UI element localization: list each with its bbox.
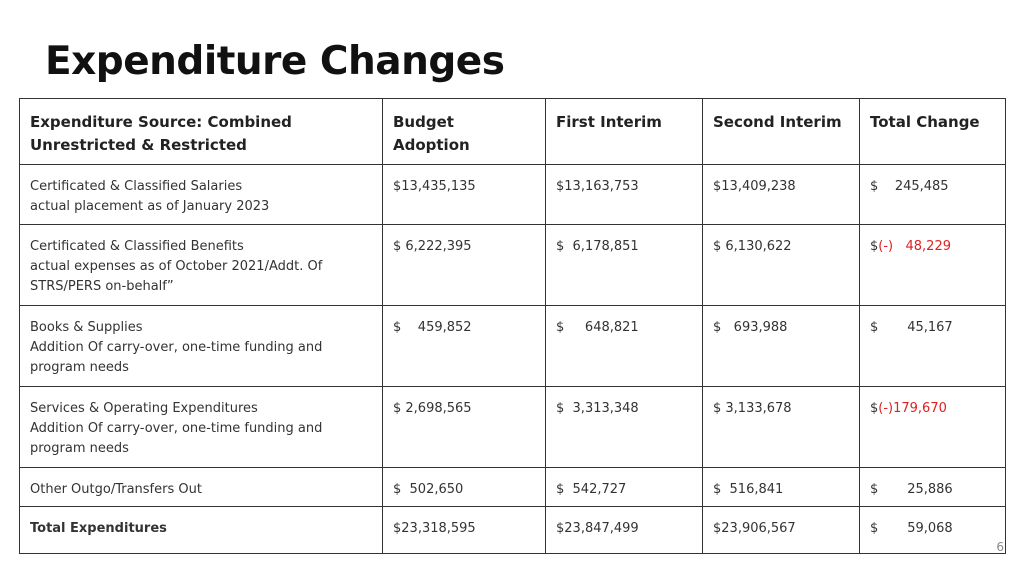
second-interim-value: $ 516,841 <box>713 482 784 497</box>
row-source-cell <box>20 468 383 507</box>
budget-adoption-value: $ 502,650 <box>393 482 464 497</box>
second-interim-value: $23,906,567 <box>713 521 796 536</box>
total-change-prefix: $ <box>870 179 895 194</box>
first-interim-value: $ 6,178,851 <box>556 239 639 254</box>
table-row <box>20 306 1006 387</box>
second-interim-cell <box>703 468 860 507</box>
row-source-cell <box>20 387 383 468</box>
first-interim-cell <box>546 468 703 507</box>
row-description: actual placement as of January 2023 <box>30 199 270 214</box>
first-interim-cell <box>546 306 703 387</box>
first-interim-value: $23,847,499 <box>556 521 639 536</box>
budget-adoption-value: $13,435,135 <box>393 179 476 194</box>
total-change-value: 45,167 <box>907 320 953 335</box>
second-interim-value: $ 6,130,622 <box>713 239 792 254</box>
row-source-cell <box>20 507 383 554</box>
total-change-prefix: $ <box>870 239 879 254</box>
row-label: Services & Operating Expenditures <box>30 401 258 416</box>
row-description: Addition Of carry-over, one-time funding and program needs <box>30 340 323 375</box>
row-source-cell <box>20 225 383 306</box>
header-budget-adoption: Budget Adoption <box>383 99 546 165</box>
budget-adoption-cell <box>383 225 546 306</box>
table-row <box>20 165 1006 225</box>
total-change-prefix: $ <box>870 320 908 335</box>
total-change-cell <box>860 306 1006 387</box>
page-title: Expenditure Changes <box>45 39 505 84</box>
row-label: Certificated & Classified Benefits <box>30 239 244 254</box>
second-interim-cell <box>703 165 860 225</box>
row-label: Books & Supplies <box>30 320 143 335</box>
second-interim-value: $13,409,238 <box>713 179 796 194</box>
budget-adoption-value: $ 6,222,395 <box>393 239 472 254</box>
total-change-cell <box>860 225 1006 306</box>
table-total-row <box>20 507 1006 554</box>
row-label: Other Outgo/Transfers Out <box>30 482 202 497</box>
budget-adoption-value: $23,318,595 <box>393 521 476 536</box>
second-interim-cell <box>703 225 860 306</box>
row-source-cell <box>20 306 383 387</box>
row-description: actual expenses as of October 2021/Addt. Of STRS/PERS on-behalf” <box>30 259 323 294</box>
total-change-value: 245,485 <box>894 179 949 194</box>
expenditure-table <box>19 98 1006 554</box>
first-interim-value: $13,163,753 <box>556 179 639 194</box>
total-change-prefix: $ <box>870 482 908 497</box>
total-expenditures-label: Total Expenditures <box>30 521 167 536</box>
budget-adoption-cell <box>383 306 546 387</box>
second-interim-value: $ 3,133,678 <box>713 401 792 416</box>
second-interim-cell <box>703 507 860 554</box>
row-source-cell <box>20 165 383 225</box>
table-header-row <box>20 99 1006 165</box>
total-change-prefix: $ <box>870 401 879 416</box>
row-label: Certificated & Classified Salaries <box>30 179 243 194</box>
budget-adoption-value: $ 2,698,565 <box>393 401 472 416</box>
first-interim-cell <box>546 387 703 468</box>
second-interim-cell <box>703 387 860 468</box>
table-row <box>20 468 1006 507</box>
total-change-cell <box>860 507 1006 554</box>
second-interim-cell <box>703 306 860 387</box>
budget-adoption-cell <box>383 468 546 507</box>
first-interim-cell <box>546 225 703 306</box>
total-change-value: 59,068 <box>907 521 953 536</box>
total-change-negative-value: (-) 48,229 <box>878 239 951 254</box>
first-interim-value: $ 3,313,348 <box>556 401 639 416</box>
page-number: 6 <box>996 540 1004 554</box>
total-change-negative-value: (-)179,670 <box>878 401 947 416</box>
header-first-interim: First Interim <box>546 99 703 165</box>
first-interim-value: $ 542,727 <box>556 482 627 497</box>
budget-adoption-cell <box>383 165 546 225</box>
first-interim-cell <box>546 507 703 554</box>
first-interim-cell <box>546 165 703 225</box>
header-second-interim: Second Interim <box>703 99 860 165</box>
total-change-cell <box>860 165 1006 225</box>
total-change-prefix: $ <box>870 521 908 536</box>
table-row <box>20 387 1006 468</box>
budget-adoption-cell <box>383 387 546 468</box>
row-description: Addition Of carry-over, one-time funding and program needs <box>30 421 323 456</box>
header-expenditure-source: Expenditure Source: Combined Unrestricted & Restricted <box>20 99 383 165</box>
first-interim-value: $ 648,821 <box>556 320 639 335</box>
header-total-change: Total Change <box>860 99 1006 165</box>
table-row <box>20 225 1006 306</box>
total-change-cell <box>860 468 1006 507</box>
budget-adoption-cell <box>383 507 546 554</box>
total-change-value: 25,886 <box>907 482 953 497</box>
second-interim-value: $ 693,988 <box>713 320 788 335</box>
total-change-cell <box>860 387 1006 468</box>
budget-adoption-value: $ 459,852 <box>393 320 472 335</box>
